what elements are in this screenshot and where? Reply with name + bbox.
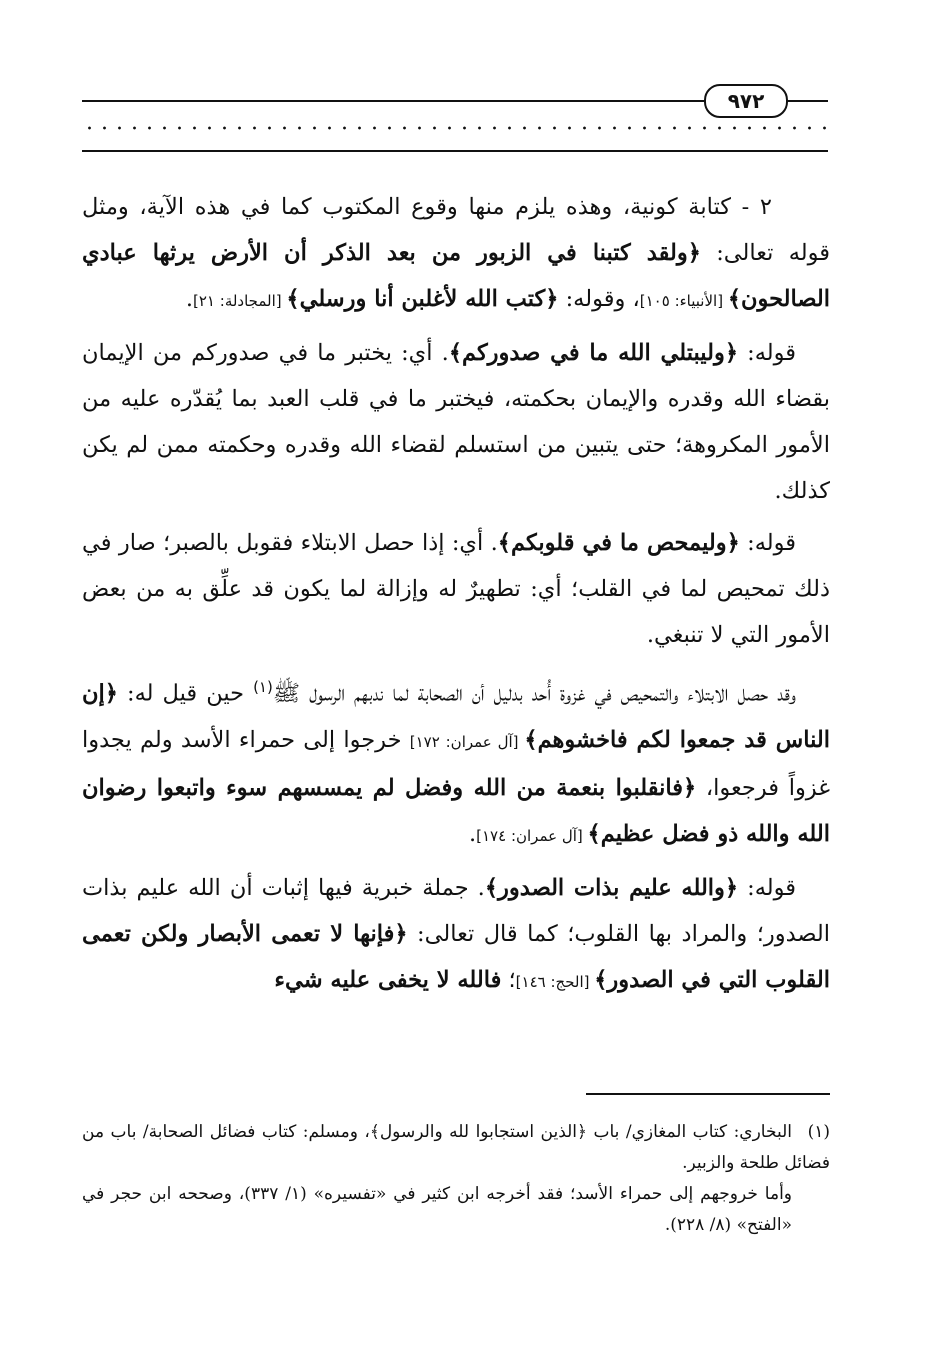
text-run: . أي: يختبر ما في صدوركم من الإيمان بقضاء الله وقدره والإيمان بحكمته، فيختبر ما في قلب العبد بما يُقدّره عليه من الأمور المكروهة؛ حتى يتبين من استسلم لقضاء الله وقدره وحكمته ممن لم يكن كذلك. [82, 340, 830, 504]
text-run: . أي: إذا حصل الابتلاء فقوبل بالصبر؛ صار في ذلك تمحيص لما في القلب؛ أي: تطهيرٌ له وإزالة لما يكون قد علِّق به من بعض الأمور التي لا تنبغي. [82, 530, 830, 648]
footnote-separator [586, 1093, 830, 1095]
quran-verse: ﴿فإنها لا تعمى الأبصار ولكن تعمى القلوب التي في الصدور﴾ [82, 920, 830, 993]
verse-reference: [الأنبياء: ١٠٥] [639, 292, 728, 310]
paragraph-1 [82, 184, 830, 324]
text-run: قوله: [738, 340, 797, 366]
paragraph-4 [82, 664, 830, 859]
main-text [82, 184, 830, 1011]
quran-verse: ﴿والله عليم بذات الصدور﴾ [484, 874, 739, 901]
quran-verse: ﴿وليبتلي الله ما في صدوركم﴾ [448, 340, 739, 366]
header-dotted-rule [82, 124, 828, 132]
quran-verse: ﴿وليمحص ما في قلوبكم﴾ [497, 530, 740, 556]
emphasized-text: فالله لا يخفى عليه شيء [274, 966, 502, 993]
text-run: ، وقوله: [558, 286, 640, 312]
page-number: ٩٧٢ [704, 84, 788, 118]
footnote-number: (١) [807, 1122, 830, 1142]
verse-reference: [الحج: ١٤٦] [515, 972, 595, 991]
text-run: ؛ [501, 966, 516, 993]
verse-reference: [آل عمران: ١٧٤] [476, 826, 588, 845]
footnote-marker: (١) [253, 678, 273, 696]
quran-verse: ﴿ولقد كتبنا في الزبور من بعد الذكر أن الأرض يرثها عبادي الصالحون﴾ [82, 240, 830, 312]
text-run: قوله: [739, 530, 796, 556]
paragraph-2 [82, 330, 830, 514]
text-run: . [468, 820, 477, 847]
text-run: وقد حصل الابتلاء والتمحيص في غزوة أُحد بدليل أن الصحابة لما ندبهم الرسول ﷺ [272, 680, 796, 707]
paragraph-5 [82, 865, 830, 1005]
footnote-text: وأما خروجهم إلى حمراء الأسد؛ فقد أخرجه ابن كثير في «تفسيره» (١/ ٣٣٧)، وصححه ابن حجر في «الفتح» (٨/ ٢٢٨). [82, 1184, 792, 1235]
quran-verse: ﴿كتب الله لأغلبن أنا ورسلي﴾ [286, 286, 559, 312]
verse-reference: [المجادلة: ٢١] [193, 292, 287, 310]
quran-verse: ﴿إن الناس قد جمعوا لكم فاخشوهم﴾ [82, 680, 830, 753]
footnote-1-continued [82, 1179, 830, 1241]
text-run: قوله: [738, 874, 797, 901]
page-header [82, 82, 828, 162]
text-run: خرجوا إلى حمراء الأسد ولم يجدوا غزواً فرجعوا، [82, 726, 830, 801]
verse-reference: [آل عمران: ١٧٢] [409, 732, 525, 751]
header-rule-bottom [82, 150, 828, 152]
footnote-text: البخاري: كتاب المغازي/ باب ﴿الذين استجابوا لله والرسول﴾، ومسلم: كتاب فضائل الصحابة/ باب من فضائل طلحة والزبير. [82, 1122, 830, 1173]
footnotes [82, 1117, 830, 1241]
text-run: . [185, 286, 194, 312]
text-run: . جملة خبرية فيها إثبات أن الله عليم بذات الصدور؛ والمراد بها القلوب؛ كما قال تعالى: [82, 874, 831, 947]
paragraph-3 [82, 520, 830, 658]
quran-verse: ﴿فانقلبوا بنعمة من الله وفضل لم يمسسهم سوء واتبعوا رضوان الله والله ذو فضل عظيم﴾ [82, 774, 830, 847]
footnote-1 [82, 1117, 830, 1179]
text-run: ٢ - كتابة كونية، وهذه يلزم منها وقوع المكتوب كما في هذه الآية، ومثل قوله تعالى: [82, 194, 830, 266]
text-run: حين قيل له: [117, 680, 254, 707]
